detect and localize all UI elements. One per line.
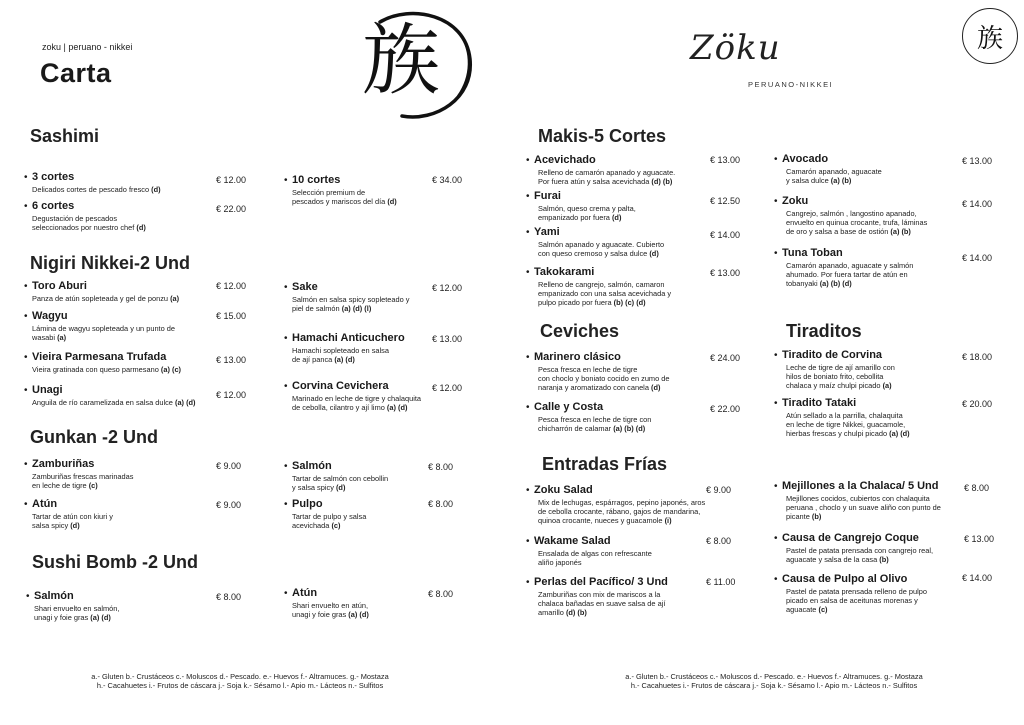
section-title-ceviches: Ceviches — [540, 321, 620, 341]
section-title-makis: Makis-5 Cortes — [538, 126, 667, 146]
menu-item: • Sake Salmón en salsa spicy sopleteado y piel de salmón (a) (d) (l) — [284, 281, 410, 314]
item-price: € 11.00 — [706, 577, 736, 587]
menu-item: • Mejillones a la Chalaca/ 5 Und Mejillones cocidos, cubiertos con chalaquita peruana , choclo y un suave aliño con punto de picante (b) — [774, 480, 941, 522]
brand-logo: Zöku — [690, 28, 781, 68]
menu-item: • Unagi Anguila de río caramelizada en salsa dulce (a) (d) — [24, 384, 196, 407]
item-price: € 34.00 — [432, 175, 463, 185]
item-price: € 12.00 — [216, 175, 247, 185]
kanji-emblem — [340, 4, 480, 124]
menu-item: • Atún Tartar de atún con kiuri y salsa spicy (d) — [24, 498, 113, 531]
menu-item: • 3 cortes Delicados cortes de pescado fresco (d) — [24, 171, 161, 194]
item-price: € 20.00 — [962, 399, 993, 409]
kanji-big: 族 — [362, 16, 441, 106]
item-price: € 13.00 — [964, 534, 995, 544]
item-price: € 12.50 — [710, 196, 741, 206]
item-price: € 8.00 — [964, 483, 990, 493]
section-title-gunkan: Gunkan -2 Und — [30, 427, 159, 447]
brand-logo-sub: PERUANO-NIKKEI — [748, 80, 834, 89]
item-price: € 12.00 — [432, 383, 463, 393]
item-price: € 8.00 — [706, 536, 732, 546]
kanji-circle-badge — [962, 8, 1018, 64]
item-price: € 12.00 — [432, 283, 463, 293]
kanji-small: 族 — [976, 23, 1003, 54]
section-title-sushi-bomb: Sushi Bomb -2 Und — [32, 552, 198, 572]
item-price: € 14.00 — [962, 253, 993, 263]
item-name: 3 cortes — [32, 171, 75, 183]
item-price: € 9.00 — [706, 485, 732, 495]
section-title-tiraditos: Tiraditos — [786, 321, 862, 341]
menu-item: • Pulpo Tartar de pulpo y salsa acevichada (c) — [284, 498, 367, 531]
item-price: € 14.00 — [962, 199, 993, 209]
menu-item: • Yami Salmón apanado y aguacate. Cubierto con queso cremoso y salsa dulce (d) — [526, 226, 665, 259]
menu-item: • 6 cortes Degustación de pescados seleccionados por nuestro chef (d) — [24, 200, 146, 233]
menu-item: • Zoku Cangrejo, salmón , langostino apanado, envuelto en quinua crocante, trufa, láminas de oro y salsa a base de ostión (a) (b) — [774, 195, 928, 237]
item-price: € 9.00 — [216, 500, 242, 510]
menu-item: • Furai Salmón, queso crema y palta, empanizado por fuera (d) — [526, 190, 636, 223]
section-title-nigiri: Nigiri Nikkei-2 Und — [30, 253, 191, 273]
menu-item: • Zamburiñas Zamburiñas frescas marinadas en leche de tigre (c) — [24, 458, 134, 491]
allergen-legend: a.- Gluten b.- Crustáceos c.- Moluscos d.- Pescado. e.- Huevos f.- Altramuces. g.- Mostaza h.- Cacahuetes i.- Frutos de cáscara j.- Soja k.- Sésamo l.- Apio m.- Lácteos n.- Sulfitos — [625, 672, 923, 690]
menu-item: • Corvina Cevichera Marinado en leche de tigre y chalaquita de cebolla, cilantro y ají limo (a) (d) — [284, 380, 422, 413]
menu-item: • Toro Aburi Panza de atún sopleteada y gel de ponzu (a) — [24, 280, 180, 303]
menu-item: • Causa de Pulpo al Olivo Pastel de patata prensada relleno de pulpo picado en salsa de aceitunas morenas y aguacate (c) — [774, 573, 927, 615]
menu-item: • Atún Shari envuelto en atún, unagi y foie gras (a) (d) — [284, 587, 369, 620]
item-price: € 8.00 — [428, 462, 454, 472]
item-price: € 13.00 — [710, 155, 741, 165]
item-price: € 22.00 — [710, 404, 741, 414]
menu-item: • Tiradito Tataki Atún sellado a la parrilla, chalaquita en leche de tigre Nikkei, guacamole, hierbas frescas y chulpi picado (a) (d) — [774, 397, 910, 439]
menu-item: • 10 cortes Selección premium de pescados y mariscos del día (d) — [284, 174, 397, 207]
item-price: € 14.00 — [710, 230, 741, 240]
item-price: € 24.00 — [710, 353, 741, 363]
item-price: € 8.00 — [216, 592, 242, 602]
item-price: € 8.00 — [428, 499, 454, 509]
menu-item: • Takokarami Relleno de cangrejo, salmón, camaron empanizado con una salsa acevichada y pulpo picado por fuera (b) (c) (d) — [526, 266, 672, 308]
menu-item: • Tiradito de Corvina Leche de tigre de ají amarillo con hilos de boniato frito, cebollita chalaca y maíz chulpi picado (a) — [774, 349, 895, 391]
item-price: € 18.00 — [962, 352, 993, 362]
item-price: € 14.00 — [962, 573, 993, 583]
item-price: € 12.00 — [216, 390, 247, 400]
item-price: € 13.00 — [962, 156, 993, 166]
menu-item: • Wagyu Lámina de wagyu sopleteada y un punto de wasabi (a) — [24, 310, 175, 343]
page-title: Carta — [40, 58, 112, 88]
item-price: € 12.00 — [216, 281, 247, 291]
menu-item: • Vieira Parmesana Trufada Vieira gratinada con queso parmesano (a) (c) — [24, 351, 182, 374]
allergen-legend: a.- Gluten b.- Crustáceos c.- Moluscos d.- Pescado. e.- Huevos f.- Altramuces. g.- Mostaza h.- Cacahuetes i.- Frutos de cáscara j.- Soja k.- Sésamo l.- Apio m.- Lácteos n.- Sulfitos — [91, 672, 389, 690]
item-price: € 13.00 — [710, 268, 741, 278]
item-price: € 9.00 — [216, 461, 242, 471]
item-price: € 13.00 — [432, 334, 463, 344]
menu-item: • Marinero clásico Pesca fresca en leche de tigre con choclo y boniato cocido en zumo de naranja y aromatizado con canela (d) — [526, 351, 670, 393]
section-title-sashimi: Sashimi — [30, 126, 100, 146]
menu-item: • Calle y Costa Pesca fresca en leche de tigre con chicharrón de calamar (a) (b) (d) — [526, 401, 652, 434]
menu-item: • Hamachi Anticuchero Hamachi sopleteado en salsa de ají panca (a) (d) — [284, 332, 405, 365]
section-title-entradas: Entradas Frías — [542, 454, 668, 474]
item-price: € 22.00 — [216, 204, 247, 214]
menu-item: • Causa de Cangrejo Coque Pastel de patata prensada con cangrejo real, aguacate y salsa de la casa (b) — [774, 532, 934, 565]
menu-item: • Zoku Salad Mix de lechugas, espárragos, pepino japonés, aros de cebolla crocante, rábano, gajos de mandarina, quinoa crocante, nueces y guacamole (i) — [526, 484, 706, 526]
tagline: zoku | peruano - nikkei — [42, 42, 133, 52]
menu-item: • Acevichado Relleno de camarón apanado y aguacate. Por fuera atún y salsa acevichada (d) (b) — [526, 154, 676, 187]
menu-item: • Avocado Camarón apanado, aguacate y salsa dulce (a) (b) — [774, 153, 882, 186]
menu-item: • Salmón Shari envuelto en salmón, unagi y foie gras (a) (d) — [26, 590, 120, 623]
menu-item: • Perlas del Pacífico/ 3 Und Zamburiñas con mix de mariscos a la chalaca bañadas en suave salsa de ají amarillo (d) (b) — [526, 576, 668, 618]
menu-item: • Tuna Toban Camarón apanado, aguacate y salmón ahumado. Por fuera tartar de atún en tobanyaki (a) (b) (d) — [774, 247, 914, 289]
item-price: € 13.00 — [216, 355, 247, 365]
item-price: € 15.00 — [216, 311, 247, 321]
item-price: € 8.00 — [428, 589, 454, 599]
menu-item: • Wakame Salad Ensalada de algas con refrescante aliño japonés — [526, 535, 652, 568]
menu-item: • Salmón Tartar de salmón con cebollin y salsa spicy (d) — [284, 460, 389, 493]
